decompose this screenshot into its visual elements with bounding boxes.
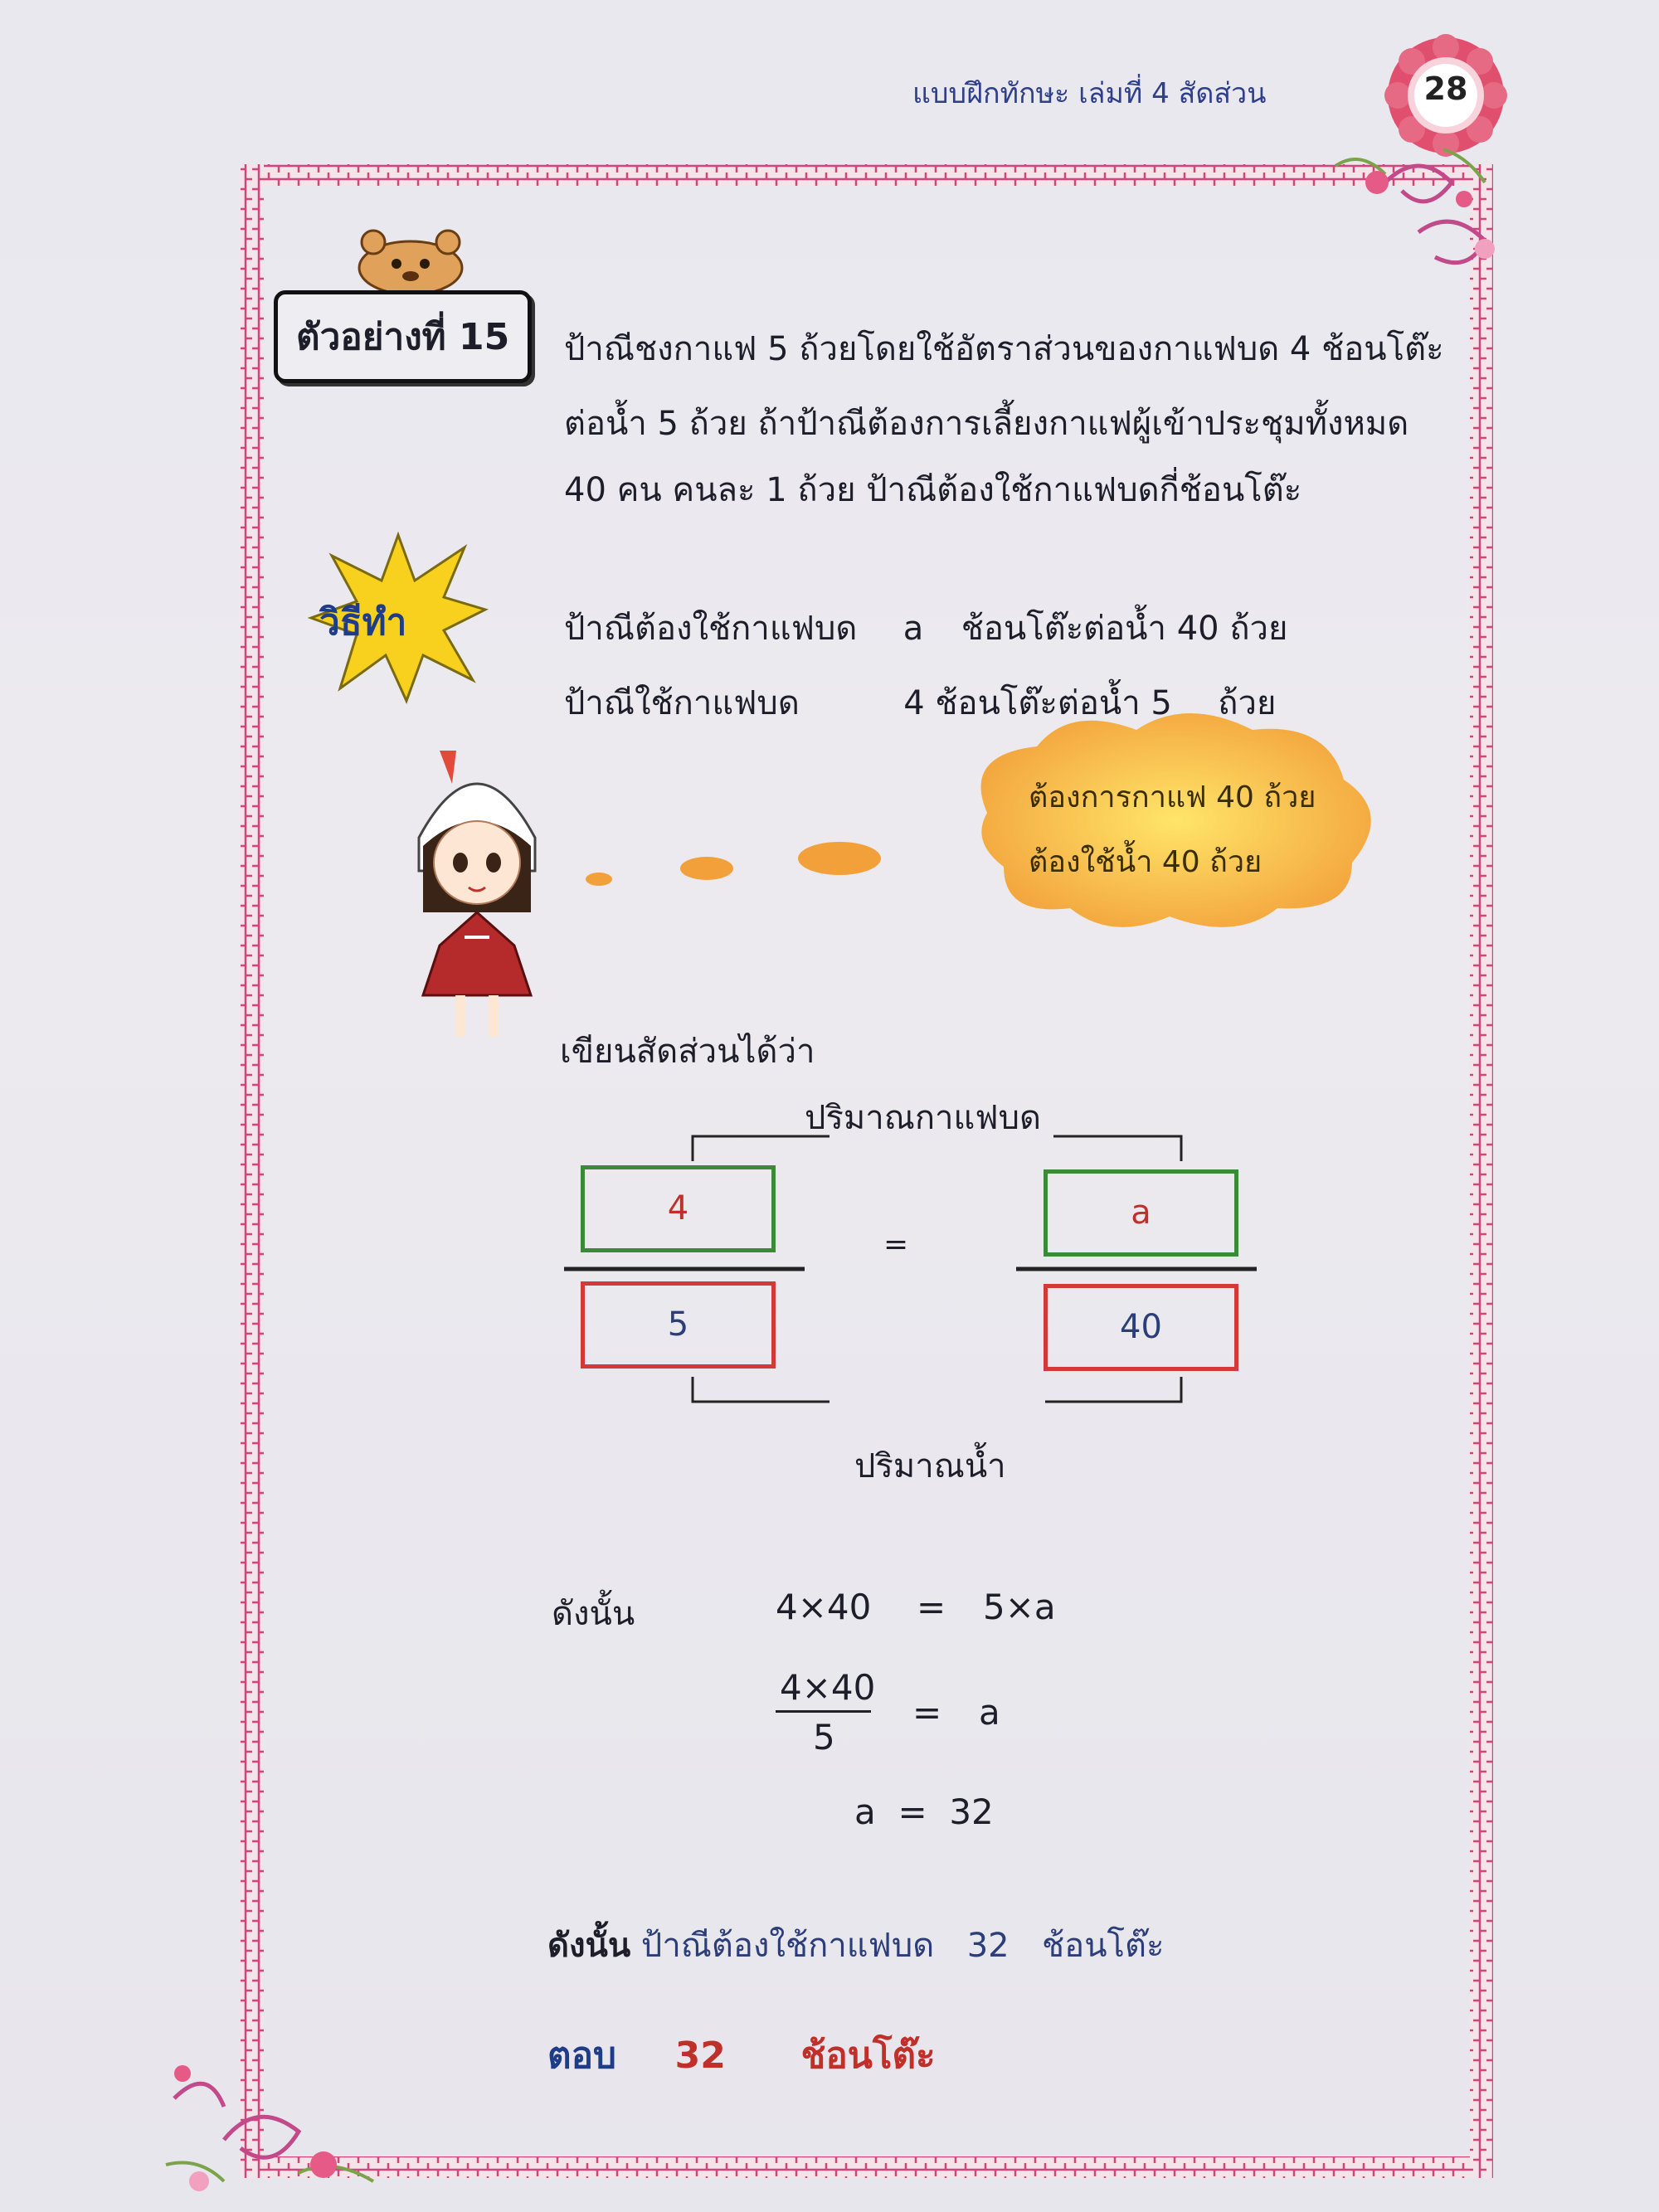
answer-unit: ช้อนโต๊ะ	[800, 2035, 936, 2077]
corner-ornament-bottom-icon	[149, 2040, 398, 2206]
answer-value: 32	[674, 2035, 726, 2077]
conclusion-prefix: ดังนั้น	[547, 1927, 631, 1965]
answer-line	[547, 2026, 936, 2084]
step3-result: a = 32	[854, 1791, 994, 1832]
corner-ornament-top-icon	[1319, 133, 1510, 299]
method-line-2-c: ถ้วย	[1218, 684, 1277, 722]
label-water-amount: ปริมาณน้ำ	[854, 1447, 1006, 1485]
header-title: แบบฝึกทักษะ เล่มที่ 4 สัดส่วน	[912, 77, 1267, 110]
conclusion-unit: ช้อนโต๊ะ	[1042, 1927, 1165, 1965]
step1-left: 4×40	[776, 1587, 872, 1627]
problem-line-1: ป้าณีชงกาแฟ 5 ถ้วยโดยใช้อัตราส่วนของกาแฟบด 4 ช้อนโต๊ะ	[564, 330, 1444, 368]
thought-dots	[581, 834, 888, 892]
method-label: วิธีทำ	[319, 601, 407, 644]
page-number: 28	[1423, 70, 1468, 107]
border-bottom	[245, 2156, 1489, 2178]
left-numerator: 4	[667, 1189, 689, 1228]
conclusion-value: 32	[966, 1927, 1010, 1965]
right-numerator: a	[1131, 1194, 1151, 1232]
girl-character-icon	[390, 746, 564, 1045]
example-label: ตัวอย่างที่ 15	[274, 290, 532, 383]
fraction-right-numerator-box	[1044, 1169, 1238, 1257]
bubble-line-1: ต้องการกาแฟ 40 ถ้วย	[1029, 780, 1316, 814]
step1-equals: =	[917, 1587, 946, 1627]
left-denominator: 5	[667, 1305, 689, 1344]
border-right	[1470, 164, 1493, 2178]
label-coffee-amount: ปริมาณกาแฟบด	[805, 1099, 1041, 1137]
method-line-2-b: 4 ช้อนโต๊ะต่อน้ำ 5	[903, 684, 1172, 722]
thought-bubble-cloud	[937, 713, 1427, 937]
problem-line-3: 40 คน คนละ 1 ถ้วย ป้าณีต้องใช้กาแฟบดกี่ช้อนโต๊ะ	[564, 471, 1302, 509]
proportion-brackets	[556, 1120, 1277, 1418]
step2-equals: =	[912, 1692, 942, 1733]
method-line-1-c: ช้อนโต๊ะต่อน้ำ 40 ถ้วย	[961, 610, 1288, 648]
step2-right: a	[979, 1692, 1000, 1733]
method-line-2-a: ป้าณีใช้กาแฟบด	[564, 684, 800, 722]
conclusion-text: ป้าณีต้องใช้กาแฟบด	[640, 1927, 935, 1965]
border-left	[241, 164, 264, 2178]
border-top	[245, 164, 1489, 186]
therefore-label: ดังนั้น	[552, 1595, 635, 1633]
fraction-left-numerator-box	[581, 1165, 776, 1252]
fraction-left-denominator-box	[581, 1281, 776, 1369]
proportion-equals: =	[883, 1228, 909, 1262]
step2-fraction-bar	[776, 1710, 871, 1713]
step2-denominator: 5	[813, 1717, 835, 1757]
conclusion	[547, 1918, 1165, 1971]
step2-numerator: 4×40	[780, 1667, 876, 1708]
right-denominator: 40	[1120, 1308, 1162, 1346]
bear-icon	[348, 222, 473, 297]
method-line-1-a: ป้าณีต้องใช้กาแฟบด	[564, 610, 858, 648]
problem-line-2: ต่อน้ำ 5 ถ้วย ถ้าป้าณีต้องการเลี้ยงกาแฟผู้เข้าประชุมทั้งหมด	[564, 405, 1409, 443]
answer-label: ตอบ	[547, 2035, 616, 2077]
fraction-right-denominator-box	[1044, 1284, 1238, 1371]
method-line-1	[564, 601, 1287, 654]
bubble-line-2: ต้องใช้น้ำ 40 ถ้วย	[1029, 845, 1262, 879]
step1-right: 5×a	[983, 1587, 1056, 1627]
method-line-1-b: a	[902, 610, 924, 648]
proportion-intro: เขียนสัดส่วนได้ว่า	[560, 1033, 815, 1071]
